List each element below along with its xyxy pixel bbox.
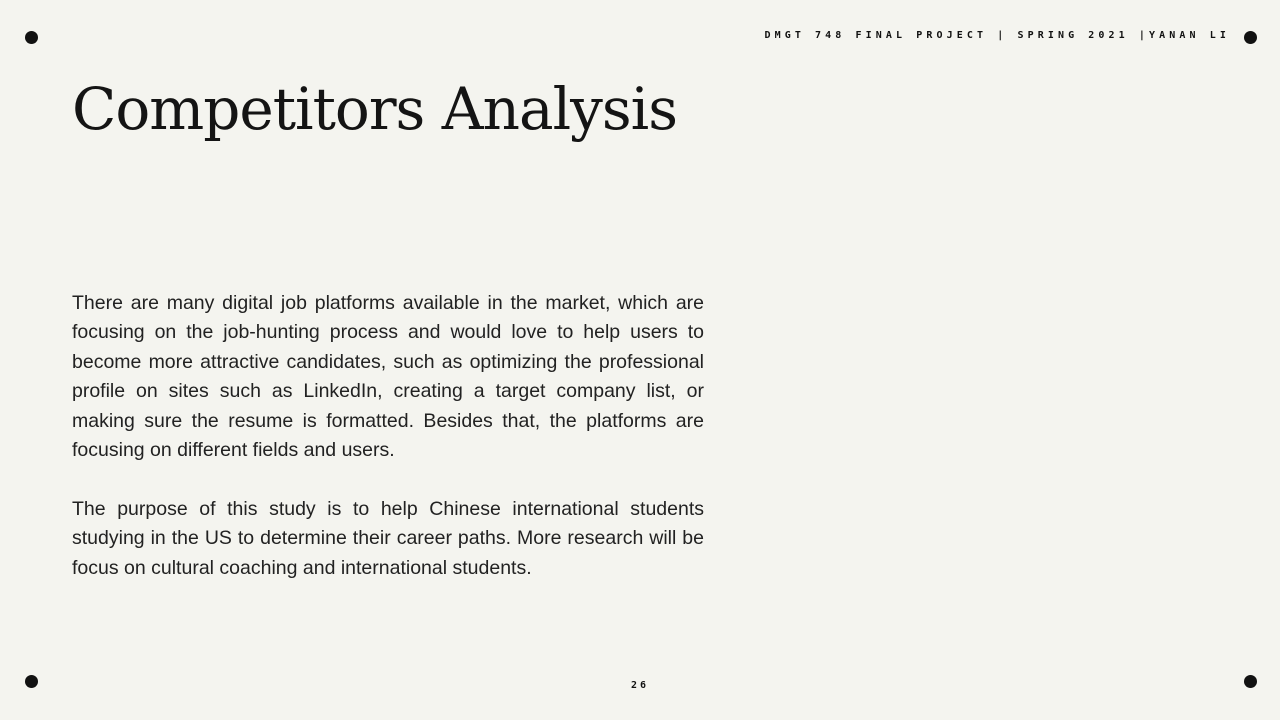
header-project-info: DMGT 748 FINAL PROJECT | SPRING 2021 |YANAN LI: [764, 30, 1230, 41]
slide-body: [72, 289, 704, 612]
slide-title: Competitors Analysis: [72, 75, 677, 143]
body-paragraph-2: The purpose of this study is to help Chinese international students studying in the US to determine their career paths. More research will be focus on cultural coaching and international students.: [72, 497, 704, 579]
corner-dot-top-left: [25, 31, 38, 44]
page-number: 26: [630, 680, 650, 691]
corner-dot-top-right: [1244, 31, 1257, 44]
body-paragraph-1: There are many digital job platforms available in the market, which are focusing on the job-hunting process and would love to help users to become more attractive candidates, such as optimizing the professional profile on sites such as LinkedIn, creating a target company list, or making sure the resume is formatted. Besides that, the platforms are focusing on different fields and users.: [72, 292, 704, 462]
